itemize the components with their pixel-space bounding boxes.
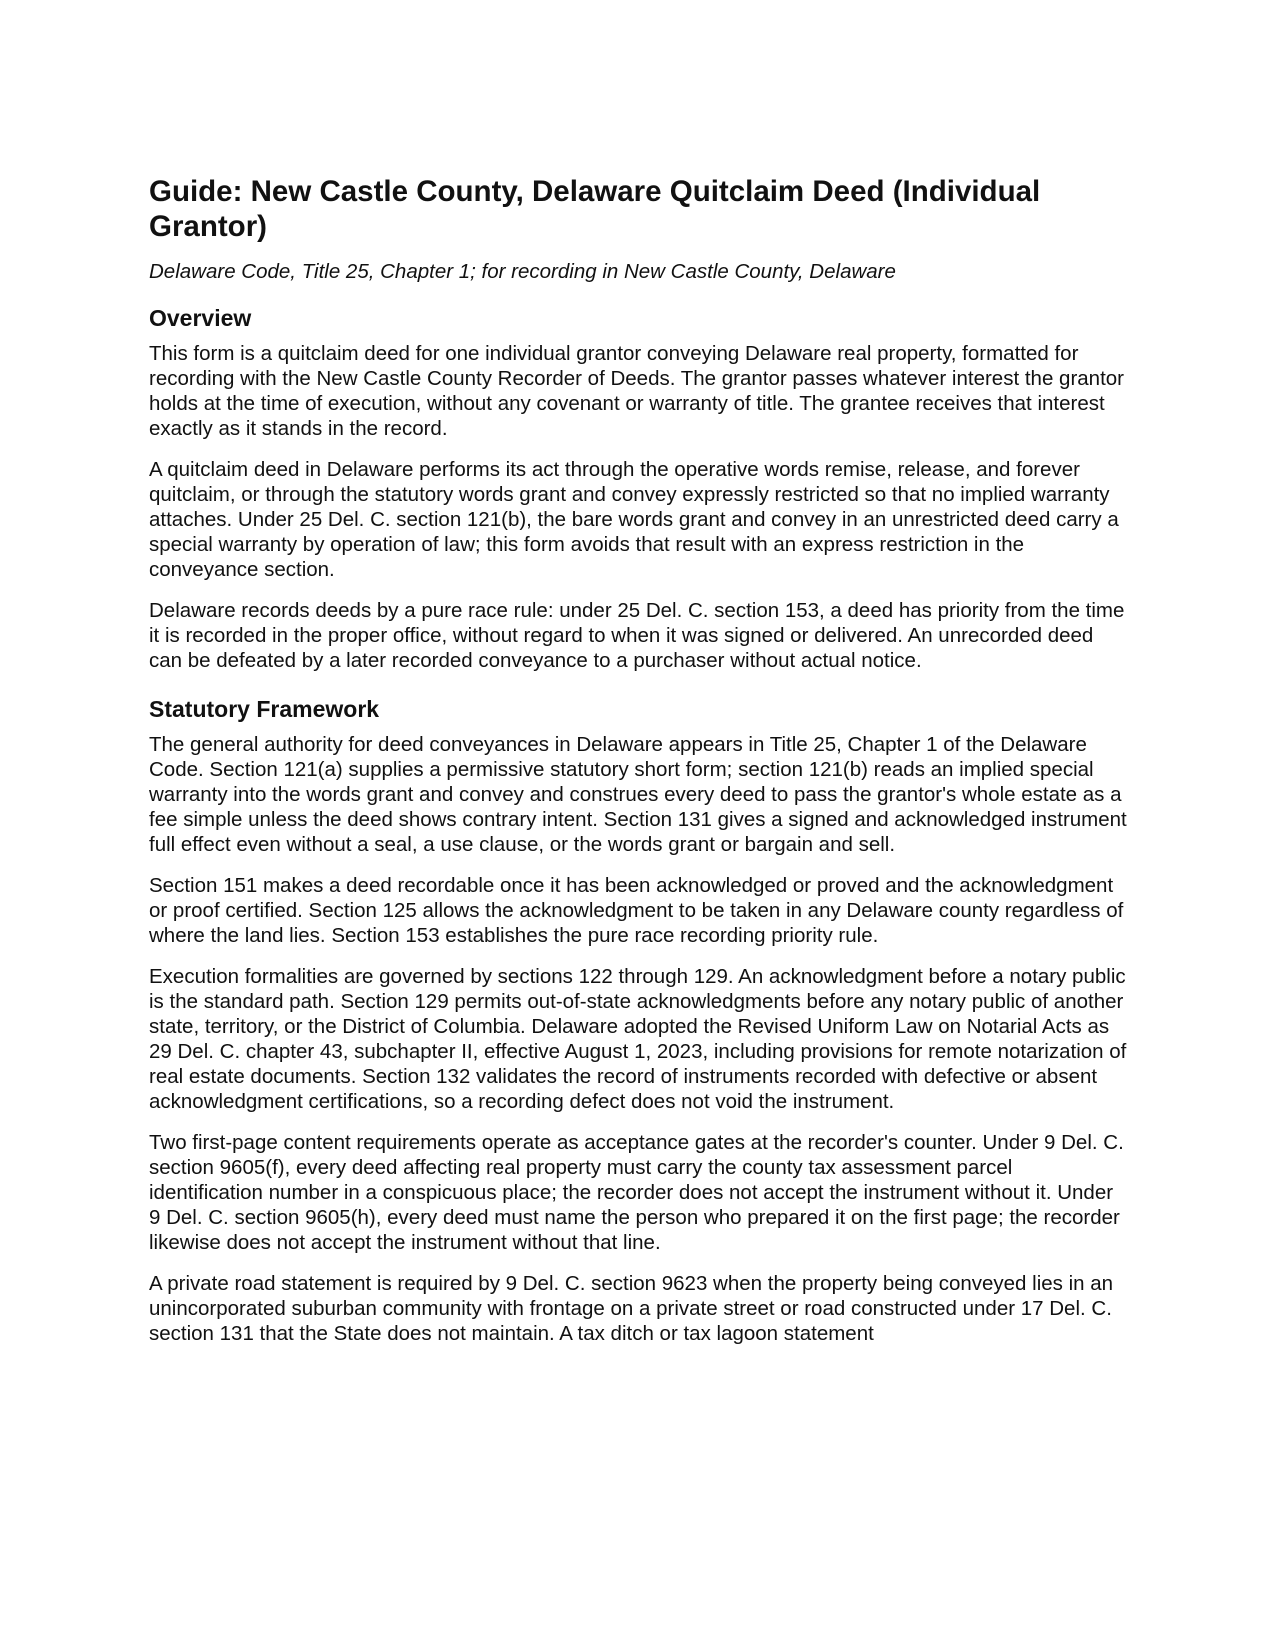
paragraph: Two first-page content requirements operate as acceptance gates at the recorder's counter. Under 9 Del. C. section 9605(f), every deed affecting real property must carry the county tax assessment parcel identification number in a conspicuous place; the recorder does not accept the instrument without it. Under 9 Del. C. section 9605(h), every deed must name the person who prepared it on the first page; the recorder likewise does not accept the instrument without that line.: [149, 1131, 1124, 1254]
paragraph: Section 151 makes a deed recordable once it has been acknowledged or proved and the acknowledgment or proof certified. Section 125 allows the acknowledgment to be taken in any Delaware county regardless of where the land lies. Section 153 establishes the pure race recording priority rule.: [149, 874, 1124, 947]
document-subtitle: Delaware Code, Title 25, Chapter 1; for recording in New Castle County, Delaware: [149, 260, 896, 283]
document-title: Guide: New Castle County, Delaware Quitclaim Deed (Individual Grantor): [149, 175, 1041, 243]
section-statutory-framework: [149, 695, 1127, 1346]
section-heading: Statutory Framework: [149, 696, 380, 722]
paragraph: Delaware records deeds by a pure race rule: under 25 Del. C. section 153, a deed has priority from the time it is recorded in the proper office, without regard to when it was signed or delivered. An unrecorded deed can be defeated by a later recorded conveyance to a purchaser without actual notice.: [149, 599, 1125, 672]
paragraph: This form is a quitclaim deed for one individual grantor conveying Delaware real property, formatted for recording with the New Castle County Recorder of Deeds. The grantor passes whatever interest the grantor holds at the time of execution, without any covenant or warranty of title. The grantee receives that interest exactly as it stands in the record.: [149, 342, 1125, 440]
paragraph: A private road statement is required by 9 Del. C. section 9623 when the property being conveyed lies in an unincorporated suburban community with frontage on a private street or road constructed under 17 Del. C. section 131 that the State does not maintain. A tax ditch or tax lagoon statement: [149, 1272, 1114, 1345]
section-heading: Overview: [149, 305, 252, 331]
document-page: [149, 174, 1127, 1362]
paragraph: A quitclaim deed in Delaware performs its act through the operative words remise, release, and forever quitclaim, or through the statutory words grant and convey expressly restricted so that no implied warranty attaches. Under 25 Del. C. section 121(b), the bare words grant and convey in an unrestricted deed carry a special warranty by operation of law; this form avoids that result with an express restriction in the conveyance section.: [149, 458, 1119, 581]
paragraph: The general authority for deed conveyances in Delaware appears in Title 25, Chapter 1 of the Delaware Code. Section 121(a) supplies a permissive statutory short form; section 121(b) reads an implied special warranty into the words grant and convey and construes every deed to pass the grantor's whole estate as a fee simple unless the deed shows contrary intent. Section 131 gives a signed and acknowledged instrument full effect even without a seal, a use clause, or the words grant or bargain and sell.: [149, 733, 1127, 856]
paragraph: Execution formalities are governed by sections 122 through 129. An acknowledgment before a notary public is the standard path. Section 129 permits out-of-state acknowledgments before any notary public of another state, territory, or the District of Columbia. Delaware adopted the Revised Uniform Law on Notarial Acts as 29 Del. C. chapter 43, subchapter II, effective August 1, 2023, including provisions for remote notarization of real estate documents. Section 132 validates the record of instruments recorded with defective or absent acknowledgment certifications, so a recording defect does not void the instrument.: [149, 965, 1127, 1113]
section-overview: [149, 304, 1127, 673]
